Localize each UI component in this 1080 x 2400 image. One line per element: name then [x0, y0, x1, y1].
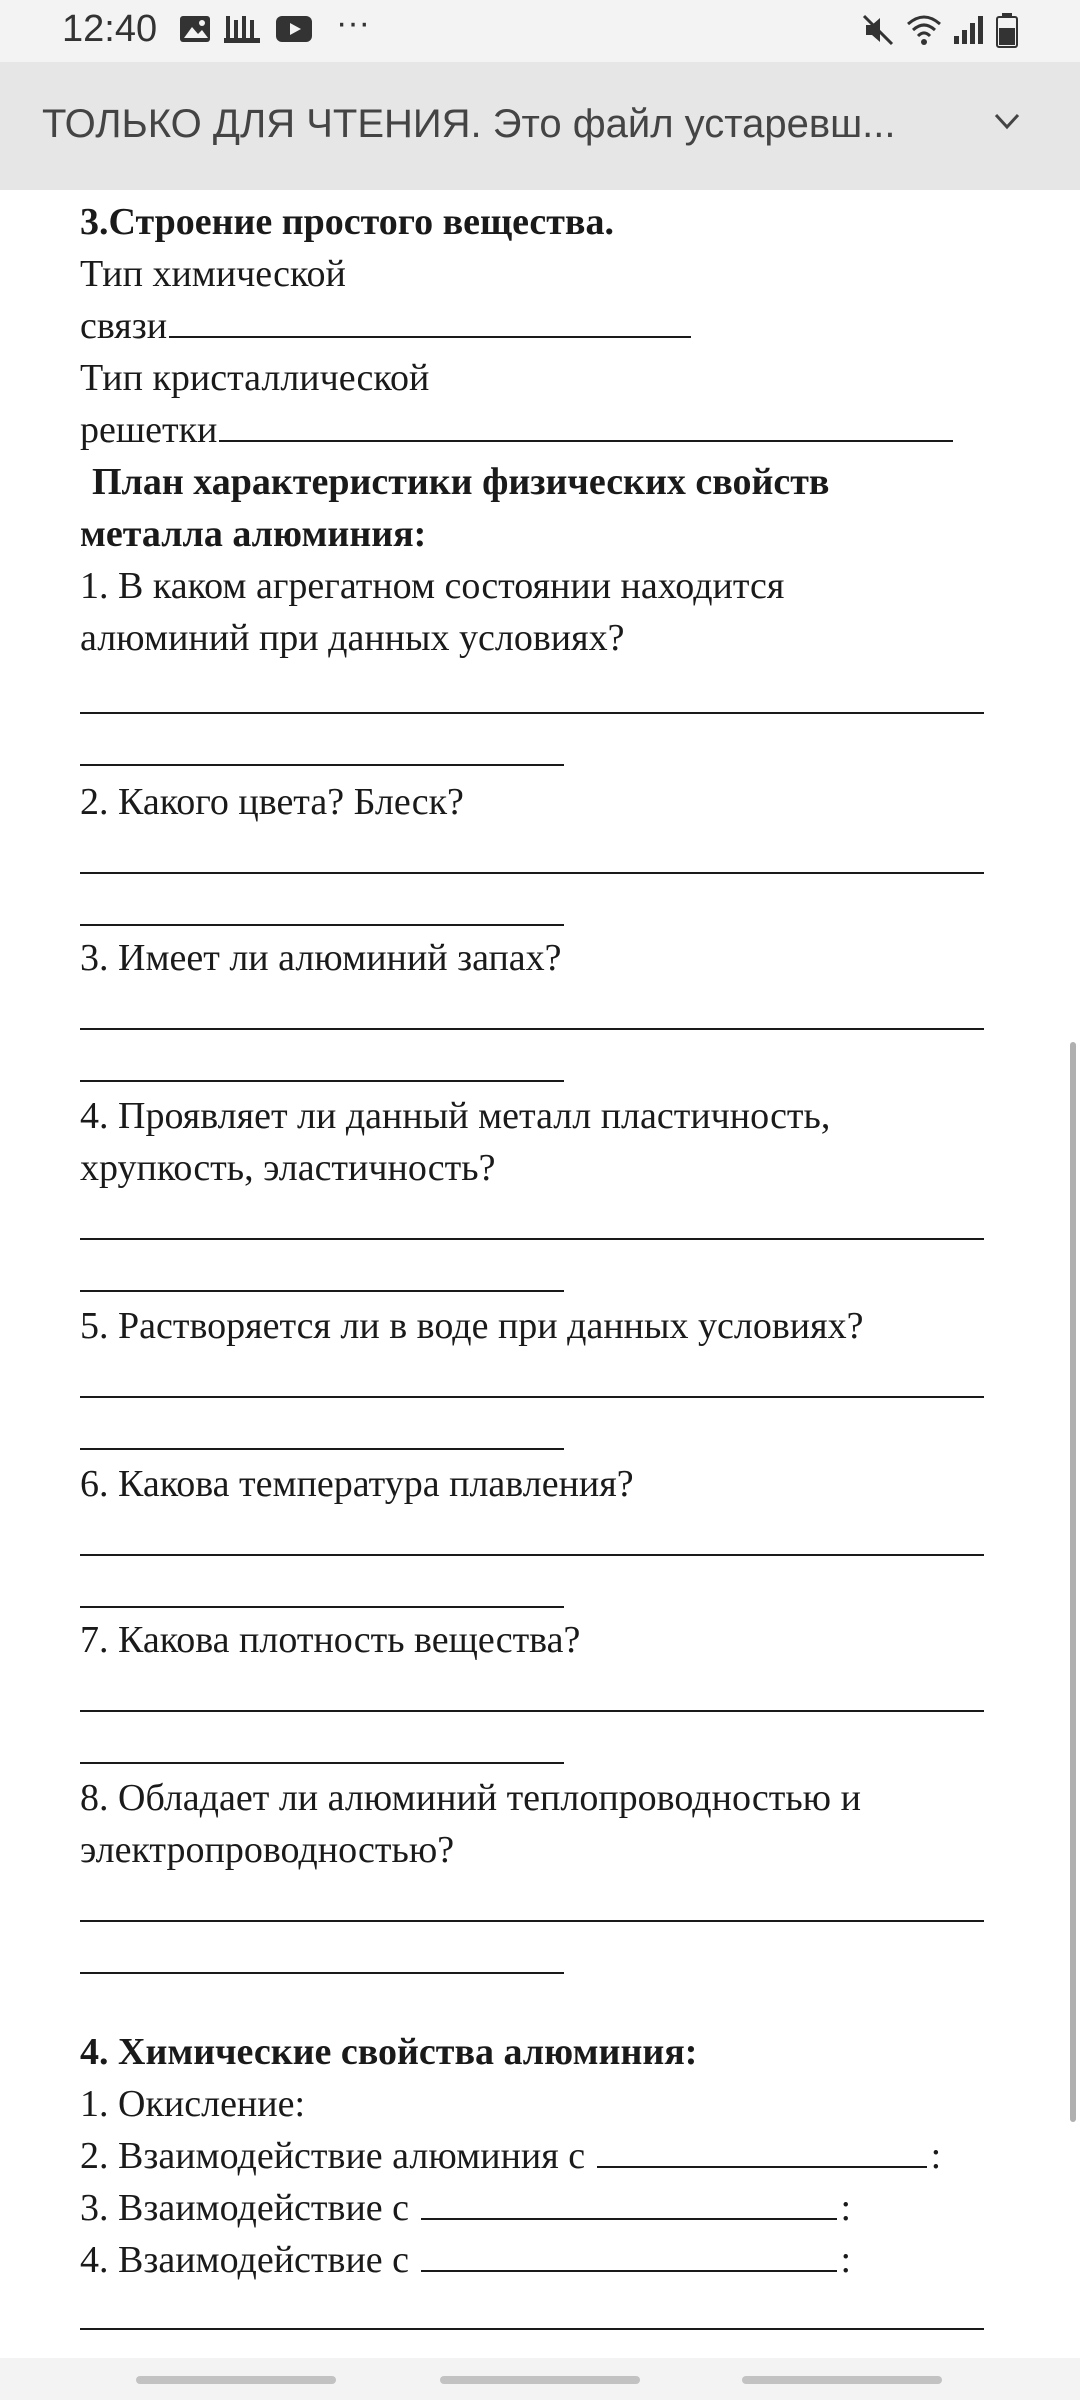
question-1: 1. В каком агрегатном состоянии находится	[80, 565, 785, 607]
nav-home-button[interactable]	[440, 2376, 640, 2384]
more-icon: ···	[336, 4, 370, 42]
read-only-banner[interactable]	[0, 62, 1080, 190]
question-8: 8. Обладает ли алюминий теплопроводностью и	[80, 1777, 861, 1819]
scrollbar[interactable]	[1070, 1042, 1076, 2122]
answer-line	[80, 2328, 984, 2330]
signal-icon	[950, 12, 986, 53]
mute-icon	[860, 12, 896, 53]
lattice-type-label-cont: решетки	[80, 404, 957, 456]
plan-heading: План характеристики физических свойств	[92, 461, 830, 503]
bond-type-label: Тип химической	[80, 253, 346, 295]
nav-recents-button[interactable]	[136, 2376, 336, 2384]
question-3: 3. Имеет ли алюминий запах?	[80, 937, 562, 979]
answer-line	[80, 1920, 984, 1922]
status-time: 12:40	[62, 8, 158, 50]
question-6: 6. Какова температура плавления?	[80, 1463, 634, 1505]
answer-line	[80, 764, 564, 766]
youtube-icon	[274, 12, 314, 51]
chem-item-3: 3. Взаимодействие с :	[80, 2187, 852, 2229]
answer-line	[80, 1290, 564, 1292]
bond-type-label-cont: связи	[80, 300, 695, 352]
question-4-cont: хрупкость, эластичность?	[80, 1147, 496, 1189]
question-7: 7. Какова плотность вещества?	[80, 1619, 581, 1661]
question-5: 5. Растворяется ли в воде при данных условиях?	[80, 1305, 864, 1347]
answer-line	[80, 712, 984, 714]
wifi-icon	[904, 12, 944, 53]
question-2: 2. Какого цвета? Блеск?	[80, 781, 464, 823]
answer-line	[80, 1238, 984, 1240]
answer-line	[80, 1762, 564, 1764]
answer-line	[80, 872, 984, 874]
answer-line	[80, 1606, 564, 1608]
answer-line	[421, 2270, 837, 2272]
answer-line	[80, 1080, 564, 1082]
answer-line	[80, 1710, 984, 1712]
answer-line	[421, 2218, 837, 2220]
answer-line	[80, 924, 564, 926]
lattice-type-label: Тип кристаллической	[80, 357, 430, 399]
plan-heading-cont: металла алюминия:	[80, 513, 427, 555]
battery-icon	[994, 12, 1020, 55]
answer-line	[80, 1448, 564, 1450]
navigation-bar	[0, 2358, 1080, 2400]
question-1-cont: алюминий при данных условиях?	[80, 617, 625, 659]
banner-message: ТОЛЬКО ДЛЯ ЧТЕНИЯ. Это файл устаревш...	[42, 102, 896, 146]
chem-item-4: 4. Взаимодействие с :	[80, 2239, 852, 2281]
section-4-heading: 4. Химические свойства алюминия:	[80, 2031, 698, 2073]
answer-line	[80, 1972, 564, 1974]
question-4: 4. Проявляет ли данный металл пластичность,	[80, 1095, 831, 1137]
nav-back-button[interactable]	[742, 2376, 942, 2384]
chem-item-2: 2. Взаимодействие алюминия с :	[80, 2135, 942, 2177]
chevron-down-icon[interactable]	[990, 104, 1024, 143]
answer-line	[80, 1554, 984, 1556]
image-icon	[178, 12, 212, 51]
castle-icon	[222, 12, 262, 53]
question-8-cont: электропроводностью?	[80, 1829, 455, 1871]
section-3-heading: 3.Строение простого вещества.	[80, 201, 614, 243]
answer-line	[219, 440, 953, 442]
answer-line	[80, 1396, 984, 1398]
chem-item-1: 1. Окисление:	[80, 2083, 306, 2125]
answer-line	[169, 336, 691, 338]
answer-line	[80, 1028, 984, 1030]
answer-line	[597, 2166, 927, 2168]
status-bar	[0, 0, 1080, 62]
